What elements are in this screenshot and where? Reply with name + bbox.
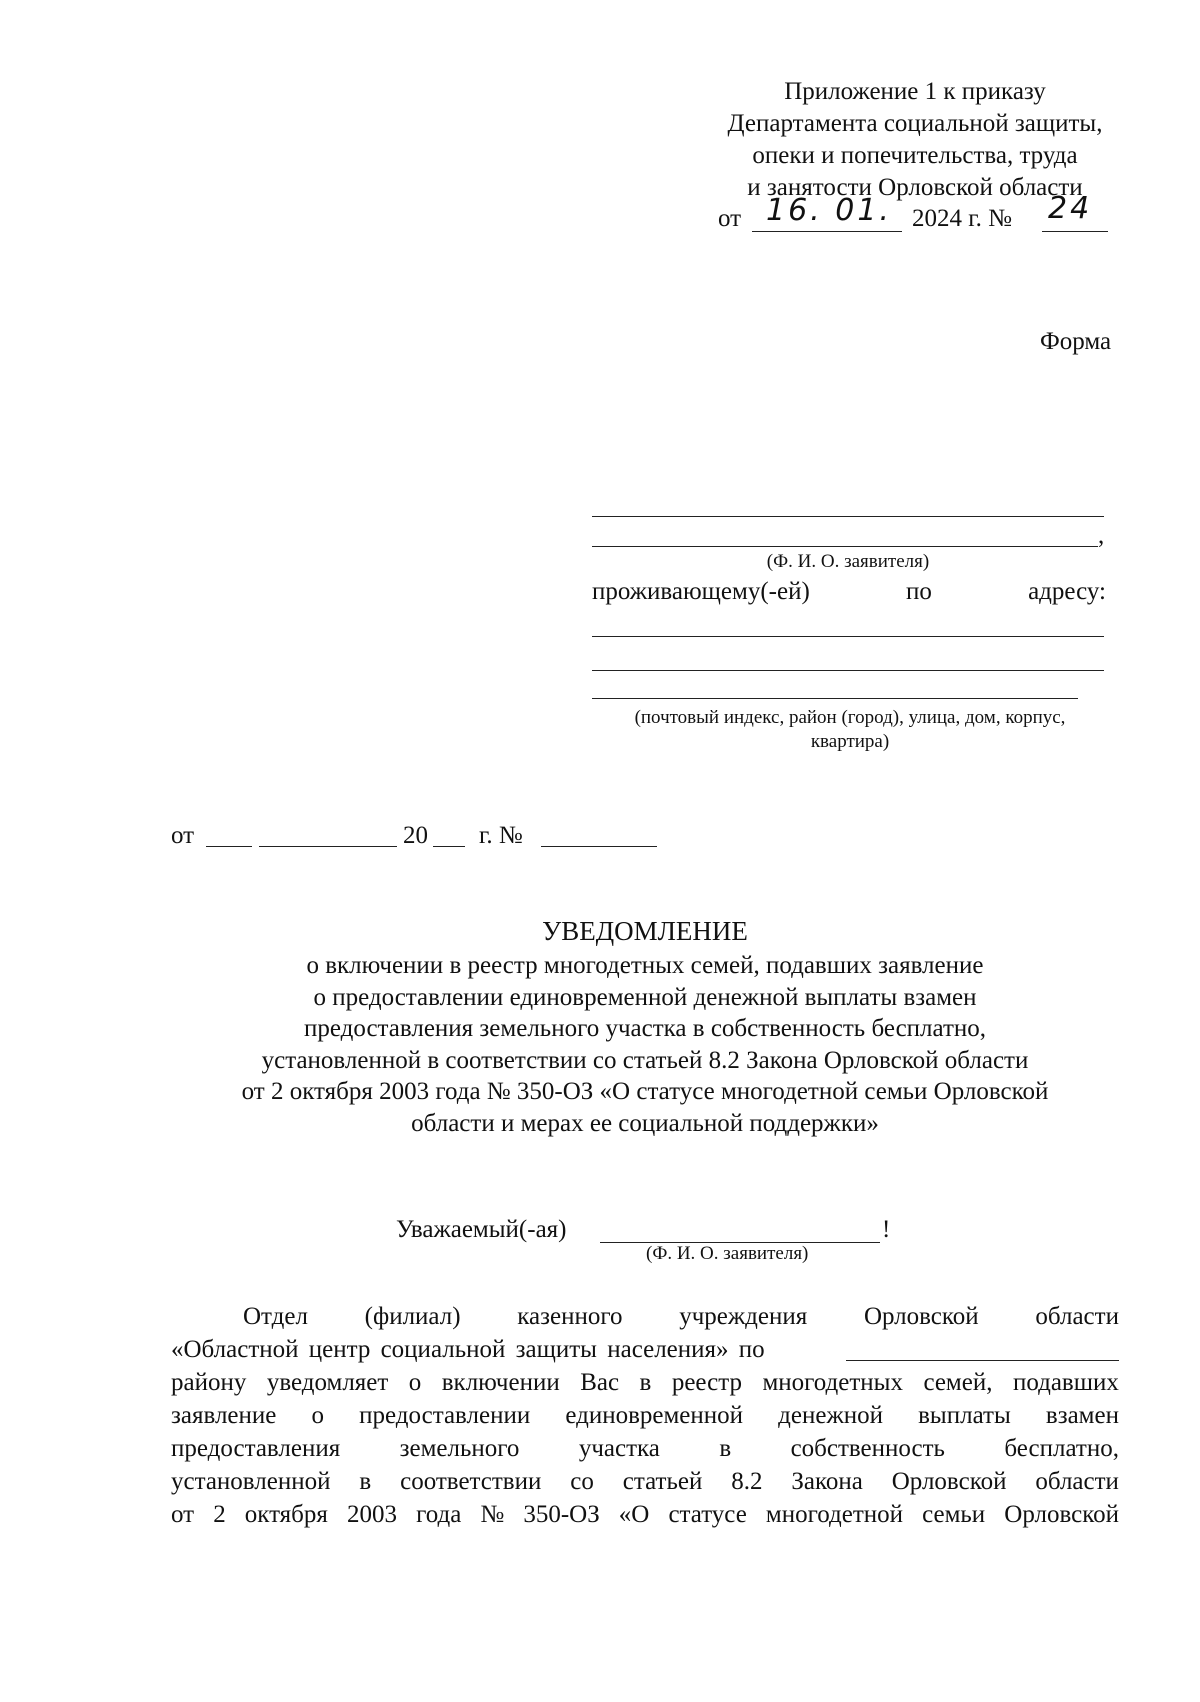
body-line-2-text: «Областной центр социальной защиты населения» по: [171, 1336, 765, 1363]
address-caption-line: (почтовый индекс, район (город), улица, дом, корпус,: [634, 707, 1066, 728]
body-word: со: [570, 1468, 594, 1495]
body-word: 350-ОЗ: [523, 1501, 600, 1528]
doc-ref-day-blank: [206, 846, 252, 847]
body-word: многодетных: [762, 1369, 903, 1396]
address-word: проживающему(-ей): [592, 578, 810, 605]
body-word: о: [311, 1402, 324, 1429]
body-word: уведомляет: [266, 1369, 389, 1396]
body-line-1: [171, 1300, 1119, 1333]
body-word: 8.2: [731, 1468, 763, 1495]
doc-ref-year-blank: [433, 846, 465, 847]
handwritten-date: 16. 01.: [766, 193, 892, 228]
handwritten-number: 24: [1048, 191, 1093, 226]
body-word: включении: [441, 1369, 560, 1396]
number-underline: [1042, 231, 1108, 232]
greeting-text: Уважаемый(-ая): [396, 1216, 567, 1243]
header-line: Приложение 1 к приказу: [784, 78, 1046, 105]
fio-blank-line-2: [592, 546, 1098, 547]
greeting-exclamation: !: [882, 1216, 891, 1243]
title-subtitle: [160, 950, 1130, 1139]
body-word: (филиал): [364, 1303, 461, 1330]
doc-ref-month-blank: [259, 846, 397, 847]
body-line-2: [171, 1333, 1119, 1366]
title-line: о предоставлении единовременной денежной выплаты взамен: [313, 983, 977, 1011]
body-word: года: [416, 1501, 462, 1528]
title-line: предоставления земельного участка в собственность бесплатно,: [303, 1015, 987, 1042]
body-word: земельного: [399, 1435, 520, 1462]
body-word: в: [719, 1435, 732, 1462]
document-title: УВЕДОМЛЕНИЕ: [542, 916, 748, 946]
body-word: о: [408, 1369, 422, 1396]
address-word: по: [905, 578, 932, 605]
body-word: 2003: [346, 1501, 397, 1528]
district-blank: [846, 1360, 1119, 1361]
body-word: реестр: [671, 1369, 742, 1396]
address-caption: [580, 706, 1120, 754]
body-line-4: [171, 1399, 1119, 1432]
body-word: статьей: [622, 1468, 703, 1495]
fio-caption: (Ф. И. О. заявителя): [766, 551, 930, 572]
body-word: казенного: [517, 1303, 623, 1330]
body-word: подавших: [1012, 1369, 1119, 1396]
body-word: статусе: [668, 1501, 747, 1528]
body-word: денежной: [778, 1402, 883, 1429]
doc-ref-number-blank: [541, 846, 657, 847]
appendix-header: [700, 76, 1130, 204]
address-blank-line-1: [592, 636, 1104, 637]
fio-blank-line-1: [592, 516, 1104, 517]
date-underline: [752, 231, 902, 232]
body-line-3: [171, 1366, 1119, 1399]
body-word: Отдел: [243, 1303, 308, 1330]
header-date-prefix: от: [718, 205, 742, 232]
header-line: и занятости Орловской области: [747, 174, 1083, 201]
doc-ref-year: 20: [403, 822, 428, 849]
body-word: семьи: [922, 1501, 986, 1528]
body-word: многодетной: [765, 1501, 903, 1528]
body-word: району: [171, 1369, 247, 1396]
body-word: участка: [578, 1435, 660, 1462]
body-word: бесплатно,: [1004, 1435, 1119, 1462]
body-line-7: [171, 1498, 1119, 1531]
body-word: области: [1035, 1468, 1119, 1495]
address-blank-line-3: [592, 698, 1078, 699]
body-word: Вас: [580, 1369, 620, 1396]
address-word: адресу:: [1028, 578, 1106, 605]
title-line: установленной в соответствии со статьей 8.2 Закона Орловской области: [261, 1046, 1029, 1074]
body-word: «О: [618, 1501, 650, 1528]
document-ref-line: [171, 820, 671, 854]
body-word: учреждения: [679, 1303, 808, 1330]
body-word: выплаты: [918, 1402, 1011, 1429]
body-word: взамен: [1045, 1402, 1119, 1429]
doc-ref-suffix: г. №: [479, 822, 523, 849]
greeting-caption: (Ф. И. О. заявителя): [646, 1243, 809, 1264]
body-word: октября: [244, 1501, 328, 1528]
body-line-5: [171, 1432, 1119, 1465]
body-word: области: [1035, 1303, 1119, 1330]
body-word: собственность: [790, 1435, 945, 1462]
header-date-line: [718, 191, 1138, 239]
body-word: предоставлении: [359, 1402, 531, 1429]
body-word: Орловской: [891, 1468, 1007, 1495]
body-word: №: [480, 1501, 505, 1528]
header-year-text: 2024 г. №: [912, 205, 1013, 232]
body-word: 2: [213, 1501, 226, 1528]
body-word: Орловской: [863, 1303, 979, 1330]
body-word: Орловской: [1004, 1501, 1119, 1528]
header-line: Департамента социальной защиты,: [727, 110, 1103, 137]
body-word: Закона: [791, 1468, 863, 1495]
body-word: в: [639, 1369, 652, 1396]
body-word: заявление: [171, 1402, 277, 1429]
doc-ref-prefix: от: [171, 822, 195, 849]
form-label: Форма: [1040, 328, 1112, 355]
body-word: установленной: [171, 1468, 331, 1495]
address-words: [592, 576, 1106, 608]
body-word: от: [171, 1501, 195, 1528]
title-line: от 2 октября 2003 года № 350-ОЗ «О статусе многодетной семьи Орловской: [241, 1078, 1049, 1105]
body-paragraph: [171, 1300, 1119, 1531]
fio-comma: ,: [1098, 522, 1105, 549]
title-line: области и мерах ее социальной поддержки»: [411, 1109, 879, 1137]
body-word: соответствии: [400, 1468, 542, 1495]
body-word: в: [359, 1468, 372, 1495]
body-line-6: [171, 1465, 1119, 1498]
address-blank-line-2: [592, 670, 1104, 671]
body-word: предоставления: [171, 1435, 341, 1462]
body-word: единовременной: [565, 1402, 744, 1429]
header-line: опеки и попечительства, труда: [752, 142, 1078, 169]
body-word: семей,: [923, 1369, 993, 1396]
address-caption-line: квартира): [810, 731, 890, 752]
title-line: о включении в реестр многодетных семей, подавших заявление: [306, 952, 984, 979]
